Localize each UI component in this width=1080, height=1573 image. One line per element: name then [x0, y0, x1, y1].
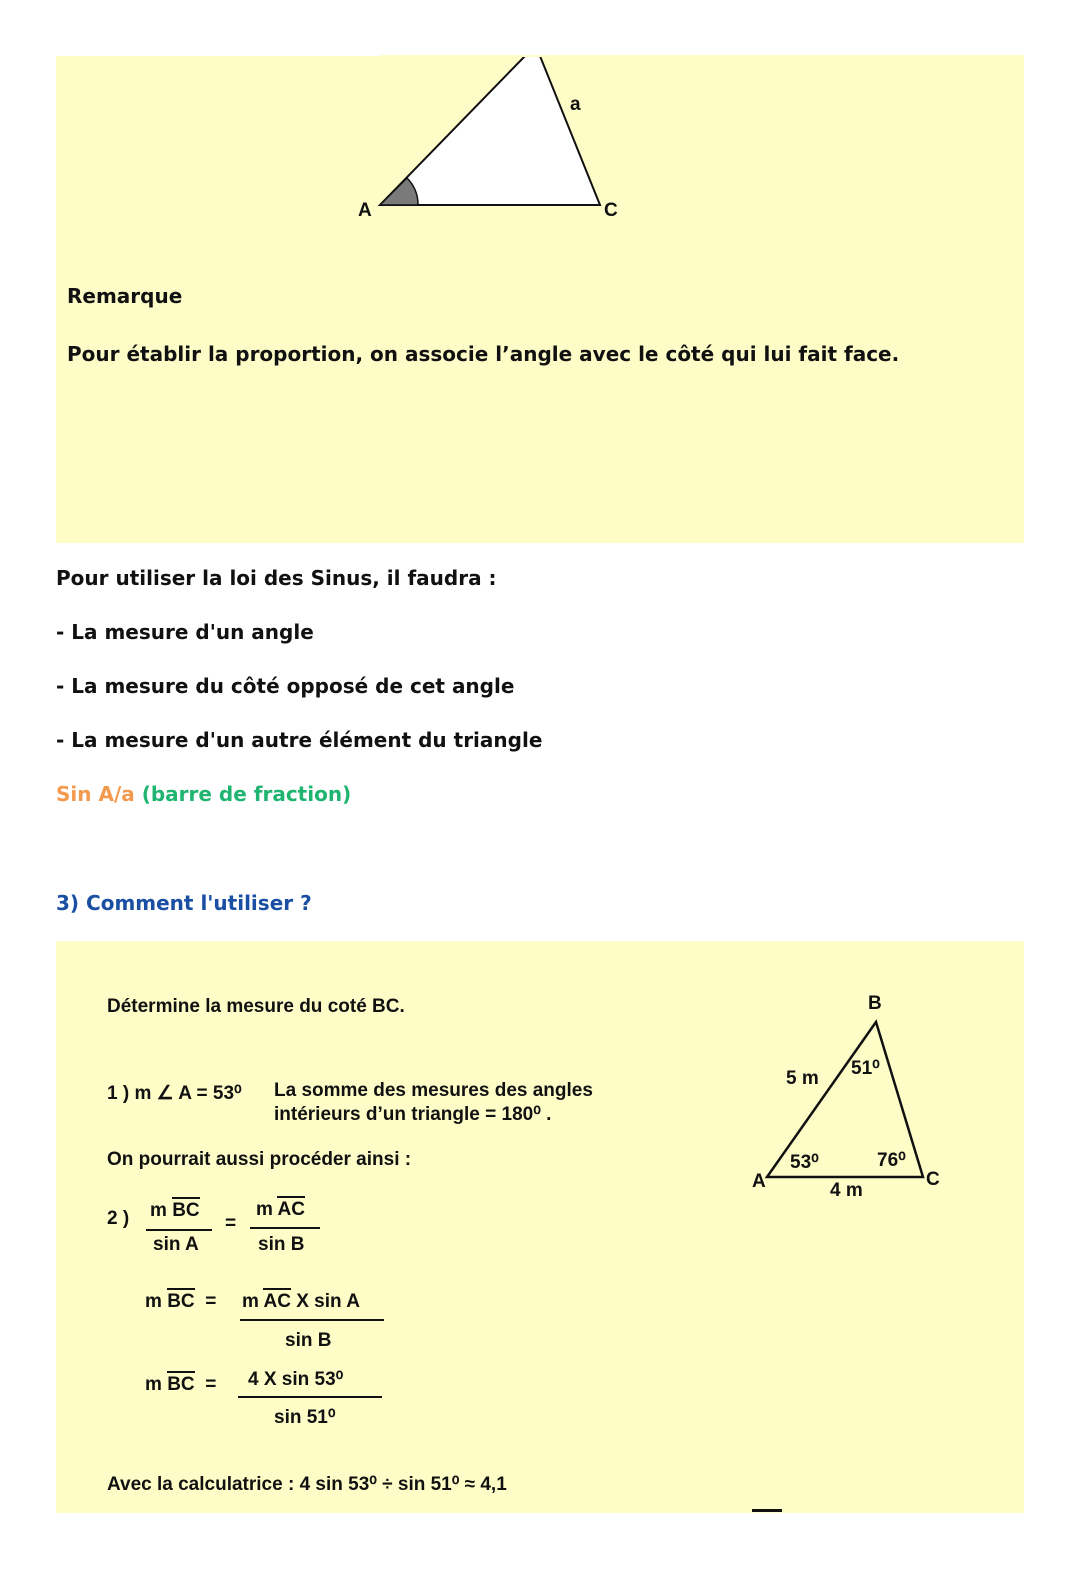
eq3-left: m BC = [145, 1374, 216, 1396]
alternative-text: On pourrait aussi procéder ainsi : [107, 1149, 412, 1170]
section-3-heading: 3) Comment l'utiliser ? [56, 891, 312, 915]
triangle-diagram-example [740, 985, 960, 1215]
frac2-denominator: sin B [258, 1234, 305, 1255]
eq3-numerator: 4 X sin 53⁰ [248, 1369, 344, 1390]
overline-AC: AC [277, 1196, 304, 1220]
equals-sign: = [225, 1213, 237, 1234]
fraction-bar [250, 1227, 320, 1229]
calculator-result: Avec la calculatrice : 4 sin 53⁰ ÷ sin 51⁰ ≈ 4,1 [107, 1474, 507, 1495]
eq2-denominator: sin B [285, 1330, 332, 1351]
fraction-bar [238, 1396, 382, 1398]
overline-BC: BC [172, 1197, 199, 1221]
triangle-diagram-top [0, 0, 1080, 240]
remarque-text: Pour établir la proportion, on associe l’angle avec le côté qui lui fait face. [67, 342, 900, 366]
angle-B-value: 51⁰ [851, 1058, 880, 1079]
triangle-top-shape [380, 56, 600, 205]
vertex-C: C [926, 1169, 940, 1190]
frac2-numerator: m AC [256, 1199, 305, 1221]
formula-green: (barre de fraction) [141, 782, 352, 806]
frac1-numerator: m BC [150, 1200, 200, 1222]
requirement-item: - La mesure d'un autre élément du triangle [56, 728, 543, 752]
vertex-B: B [868, 993, 882, 1014]
label-a: a [570, 94, 581, 115]
side-AC-length: 4 m [830, 1180, 863, 1201]
formula-orange: Sin A/a [56, 782, 135, 806]
step1-label: 1 ) m ∠ A = 53⁰ [107, 1083, 242, 1104]
decorative-dash [752, 1509, 782, 1512]
step2-label: 2 ) [107, 1208, 130, 1229]
label-C: C [604, 200, 618, 221]
requirement-item: - La mesure d'un angle [56, 620, 314, 644]
label-A: A [358, 200, 372, 221]
vertex-A: A [752, 1171, 766, 1192]
frac1-denominator: sin A [153, 1234, 199, 1255]
formula-line [56, 782, 351, 806]
angle-C-value: 76⁰ [877, 1150, 906, 1171]
example-instruction: Détermine la mesure du coté BC. [107, 996, 405, 1017]
remarque-title: Remarque [67, 284, 183, 308]
requirements-intro: Pour utiliser la loi des Sinus, il faudra : [56, 566, 497, 590]
step1-note-line1: La somme des mesures des angles [274, 1080, 593, 1101]
eq2-left: m BC = [145, 1291, 216, 1313]
fraction-bar [240, 1319, 384, 1321]
step1-note-line2: intérieurs d’un triangle = 180⁰ . [274, 1104, 552, 1125]
angle-A-value: 53⁰ [790, 1152, 819, 1173]
eq2-numerator: m AC X sin A [242, 1291, 360, 1313]
fraction-bar [146, 1229, 212, 1231]
eq3-denominator: sin 51⁰ [274, 1407, 336, 1428]
side-AB-length: 5 m [786, 1068, 819, 1089]
requirement-item: - La mesure du côté opposé de cet angle [56, 674, 515, 698]
